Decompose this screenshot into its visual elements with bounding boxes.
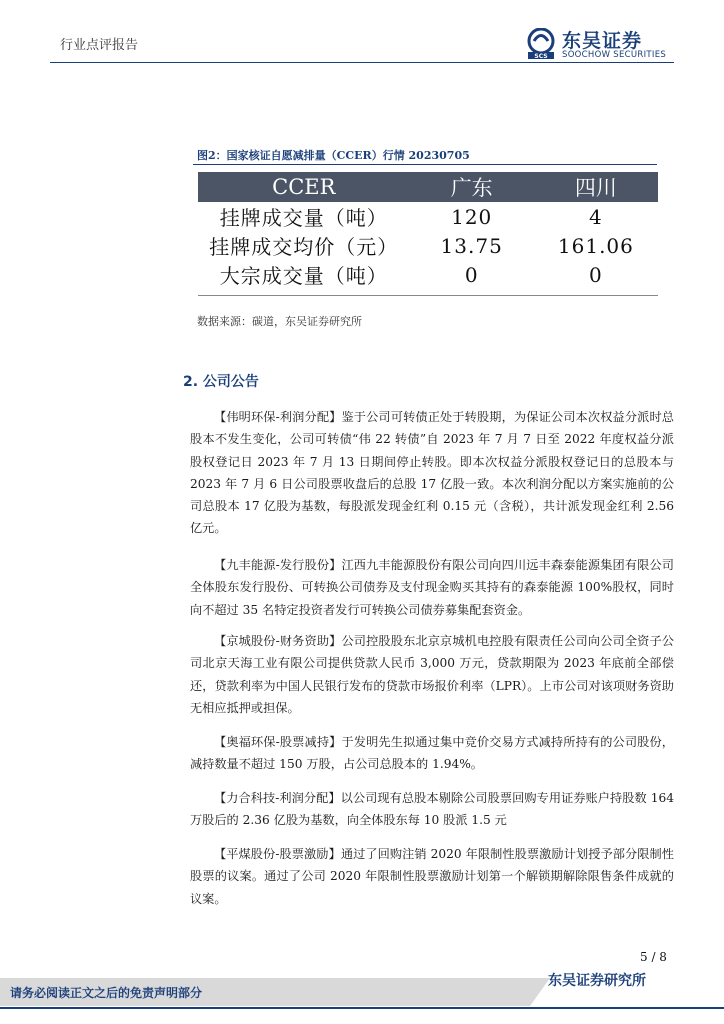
paragraph-pingmei: 【平煤股份-股票激励】通过了回购注销 2020 年限制性股票激励计划授予部分限制性股票的议案。通过了公司 2020 年限制性股票激励计划第一个解锁期解除限售条件成就的议案。 <box>190 847 674 906</box>
section-title: 2. 公司公告 <box>183 374 259 390</box>
cell-sichuan: 4 <box>589 204 603 229</box>
paragraph-weiming: 【伟明环保-利润分配】鉴于公司可转债正处于转股期，为保证公司本次权益分派时总股本不发生变化，公司可转债“伟 22 转债”自 2023 年 7 月 7 日至 2022 年度权益分派股权登记日 2023 年 7 月 13 日期间停止转股。即本次权益分派股权登记日的总股本与 2023 年 7 月 6 日公司股票收盘后的总股 17 亿股一致。本次利润分配以方案实施前的公司总股本 17 亿股为基数，每股派发现金红利 0.15 元（含税），共计派发现金红利 2.56 亿元。 <box>190 410 674 536</box>
col-header-sichuan: 四川 <box>534 172 658 202</box>
logo-english-name: SOOCHOW SECURITIES <box>562 50 667 60</box>
figure-title: 图2：国家核证自愿减排量（CCER）行情 20230705 <box>197 149 470 162</box>
logo-mark-icon <box>526 28 556 60</box>
row-label: 挂牌成交均价（元） <box>209 235 399 259</box>
company-logo <box>526 26 676 62</box>
paragraph-aofu: 【奥福环保-股票减持】于发明先生拟通过集中竞价交易方式减持所持有的公司股份，减持数量不超过 150 万股，占公司总股本的 1.94%。 <box>190 735 674 772</box>
doc-type-label: 行业点评报告 <box>60 38 139 53</box>
cell-sichuan: 161.06 <box>557 233 634 258</box>
page-number: 5 / 8 <box>640 950 667 964</box>
figure-title-rule <box>193 164 657 165</box>
svg-text:SCS: SCS <box>534 53 548 60</box>
cell-guangdong: 13.75 <box>440 233 503 258</box>
paragraph-jiufeng: 【九丰能源-发行股份】江西九丰能源股份有限公司向四川远丰森泰能源集团有限公司全体股东发行股份、可转换公司债券及支付现金购买其持有的森泰能源 100%股权，同时向不超过 35 名特定投资者发行可转换公司债券募集配套资金。 <box>190 558 674 617</box>
footer-divider <box>0 1007 724 1009</box>
disclaimer-notice: 请务必阅读正文之后的免责声明部分 <box>10 986 203 1000</box>
ccer-table <box>198 172 658 289</box>
logo-name: 东吴证券 <box>562 30 643 52</box>
col-header-guangdong: 广东 <box>410 172 534 202</box>
table-row <box>198 231 658 260</box>
table-bottom-rule <box>198 295 658 296</box>
row-label: 大宗成交量（吨） <box>219 264 388 288</box>
paragraph-jingcheng: 【京城股份-财务资助】公司控股股东北京京城机电控股有限责任公司向公司全资子公司北京天海工业有限公司提供贷款人民币 3,000 万元，贷款期限为 2023 年底前全部偿还，贷款利率为中国人民银行发布的贷款市场报价利率（LPR）。上市公司对该项财务资助无相应抵押或担保。 <box>190 634 674 715</box>
cell-guangdong: 0 <box>464 262 479 287</box>
header-divider <box>50 62 674 63</box>
footer-org: 东吴证券研究所 <box>548 973 646 989</box>
footer-band-slant <box>530 978 550 1006</box>
col-header-ccer: CCER <box>198 172 410 202</box>
table-row <box>198 260 658 289</box>
table-row <box>198 202 658 231</box>
cell-sichuan: 0 <box>589 262 603 287</box>
table-header-row <box>198 172 658 202</box>
row-label: 挂牌成交量（吨） <box>219 206 388 230</box>
paragraph-lihe: 【力合科技-利润分配】以公司现有总股本剔除公司股票回购专用证券账户持股数 164 万股后的 2.36 亿股为基数，向全体股东每 10 股派 1.5 元 <box>190 791 674 828</box>
figure-source: 数据来源：碳道，东吴证券研究所 <box>197 315 362 328</box>
cell-guangdong: 120 <box>451 204 493 229</box>
